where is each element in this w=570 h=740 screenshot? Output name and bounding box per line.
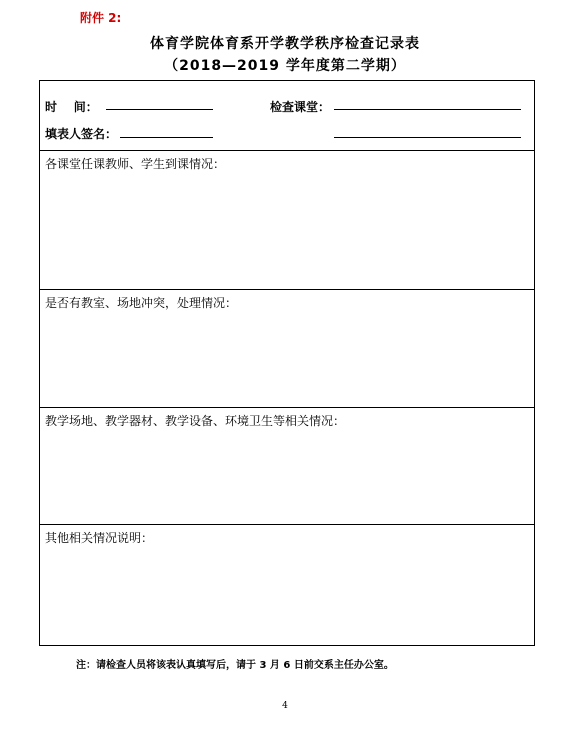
classroom-label: 检查课堂： [270, 100, 331, 114]
section-attendance[interactable] [40, 151, 534, 290]
time-label: 时 间： [45, 100, 98, 114]
signer-label: 填表人签名： [45, 127, 118, 141]
time-field[interactable] [106, 109, 213, 110]
section-attendance-label: 各课堂任课教师、学生到课情况： [45, 157, 226, 171]
page-number: 4 [282, 701, 288, 711]
signer-field[interactable] [120, 137, 213, 138]
classroom-field[interactable] [334, 109, 521, 110]
section-facilities[interactable] [40, 408, 534, 525]
form-subtitle: （2018—2019 学年度第二学期） [164, 58, 406, 74]
form-header-fields [40, 81, 534, 151]
attachment-label: 附件 2: [80, 11, 122, 25]
section-room-conflict[interactable] [40, 290, 534, 408]
section-other-notes[interactable] [40, 525, 534, 645]
section-other-notes-label: 其他相关情况说明： [45, 531, 154, 545]
footnote: 注：请检查人员将该表认真填写后，请于 3 月 6 日前交系主任办公室。 [76, 660, 394, 671]
form-title: 体育学院体育系开学教学秩序检查记录表 [150, 36, 420, 52]
section-facilities-label: 教学场地、教学器材、教学设备、环境卫生等相关情况： [45, 414, 346, 428]
extra-field[interactable] [334, 137, 521, 138]
section-room-conflict-label: 是否有教室、场地冲突，处理情况： [45, 296, 238, 310]
inspection-form-table [39, 80, 535, 646]
